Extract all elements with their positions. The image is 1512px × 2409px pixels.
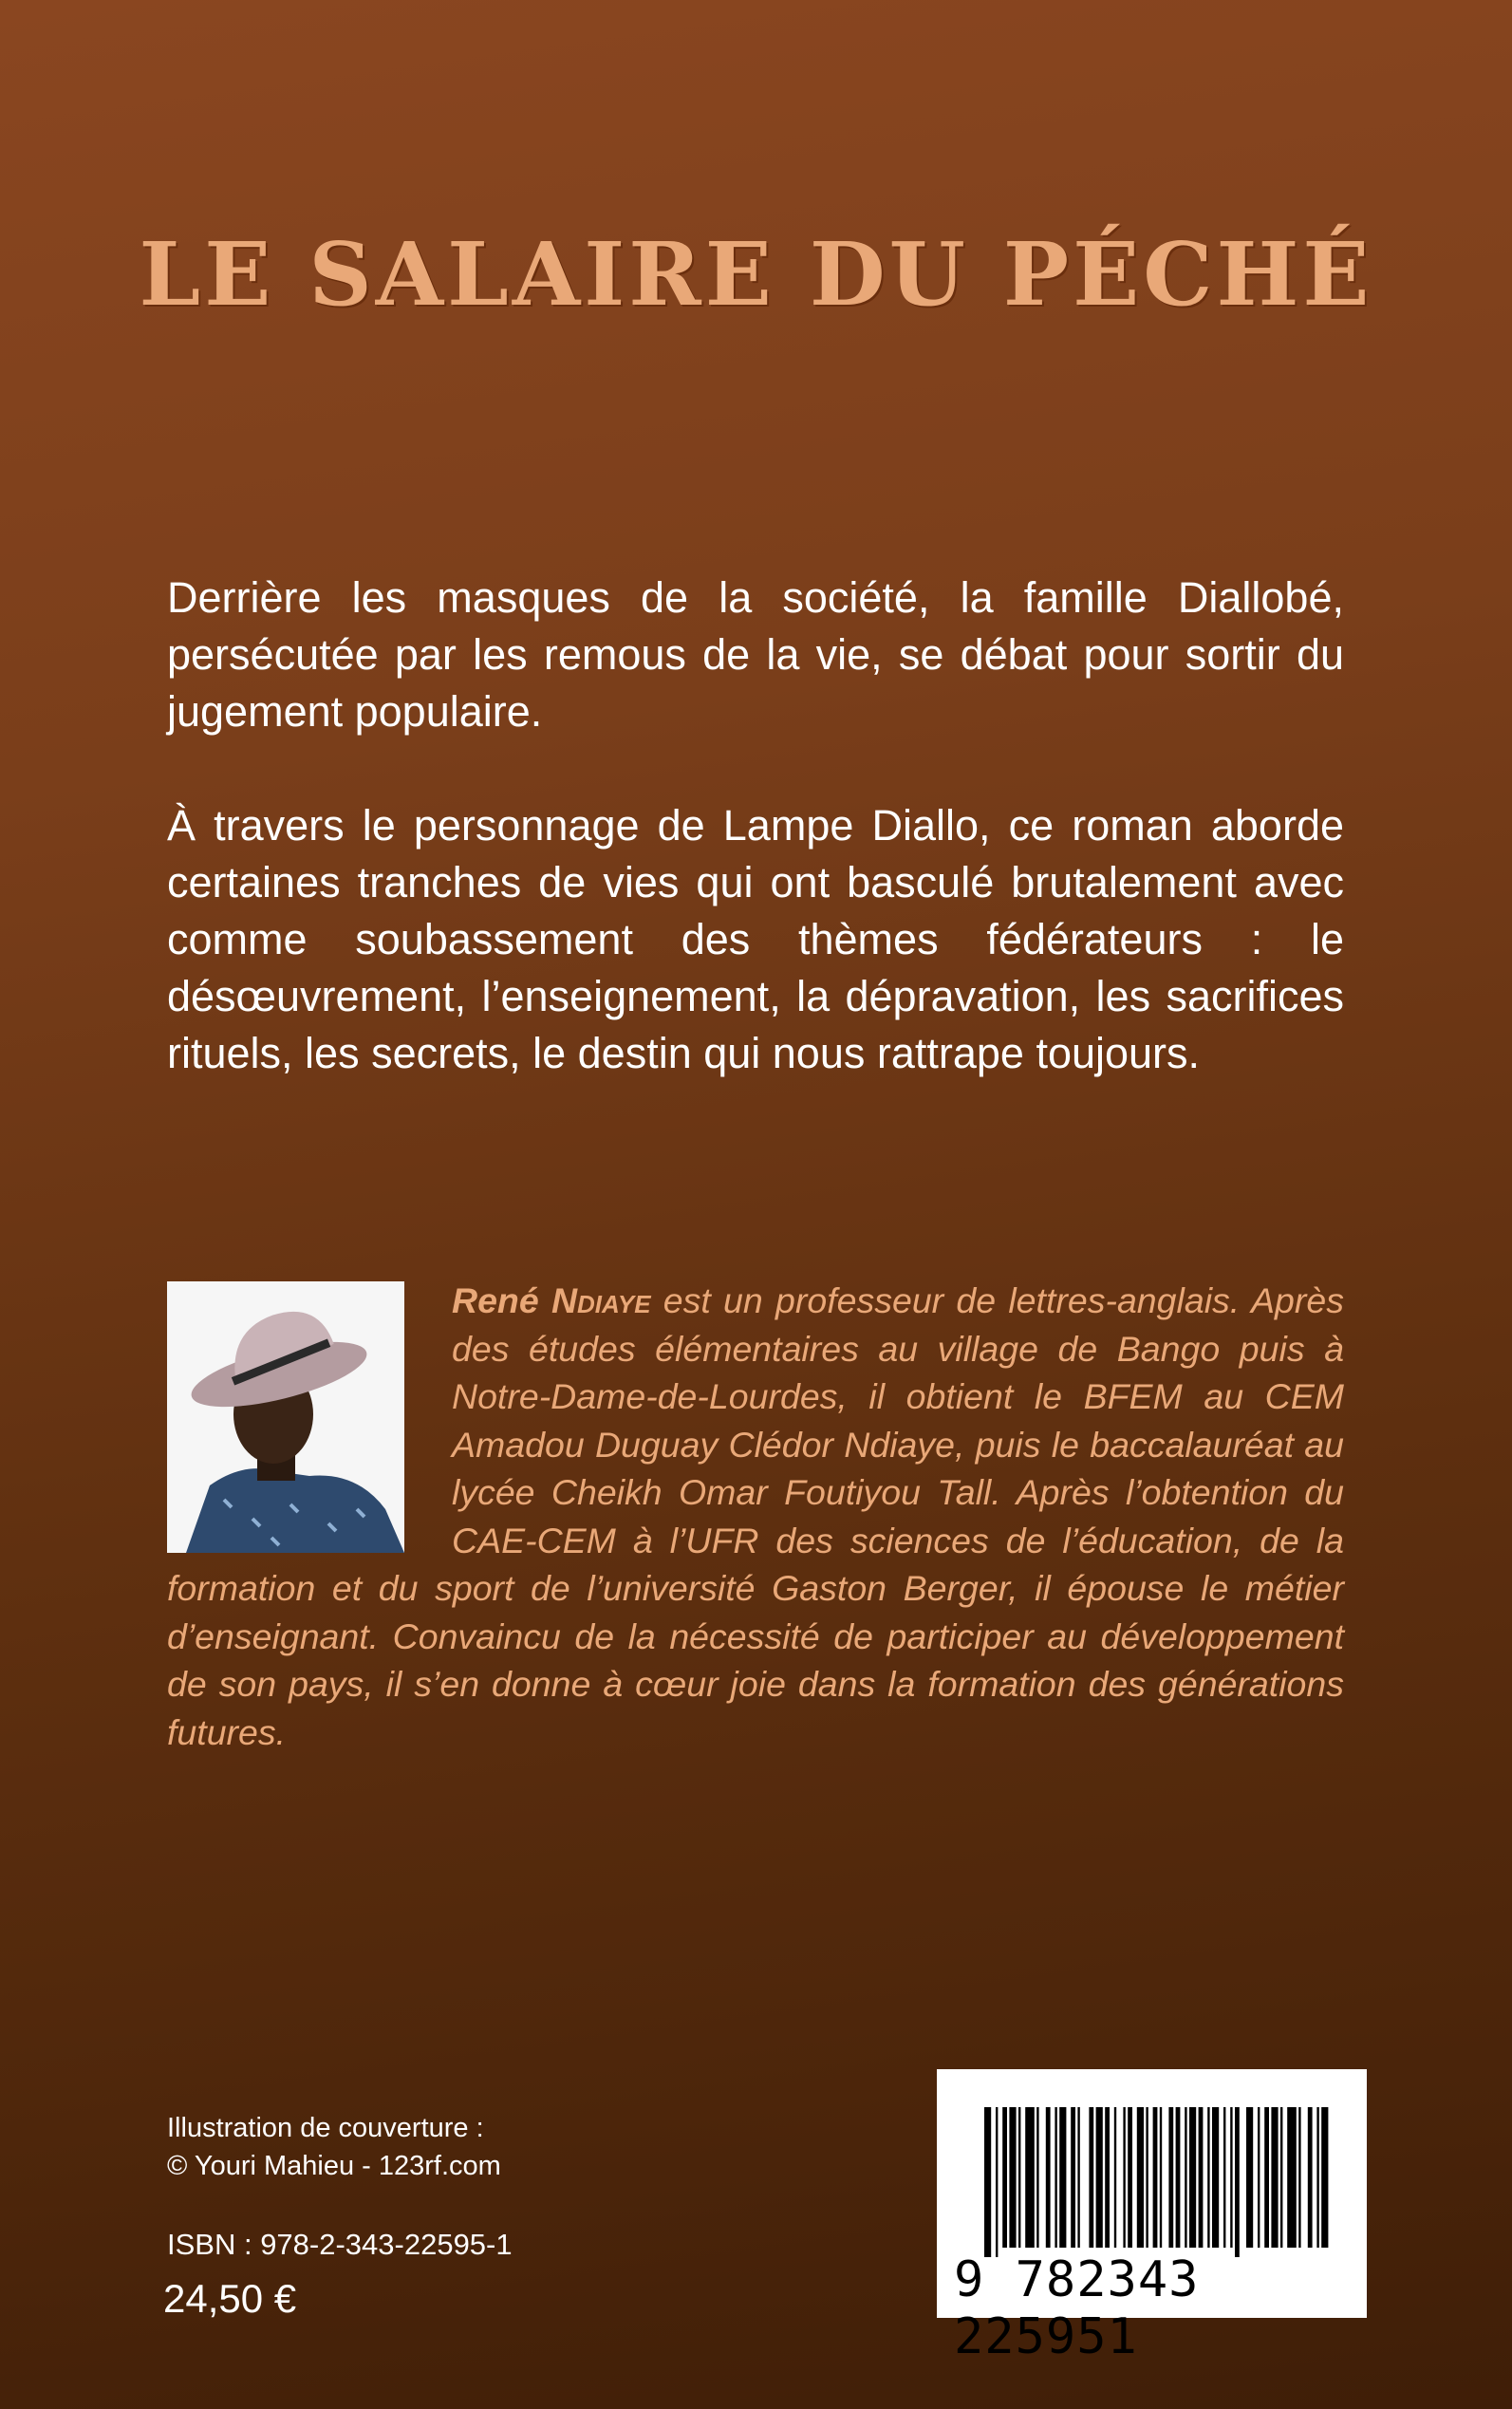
- barcode-bar: [1321, 2107, 1328, 2248]
- barcode-bar: [1055, 2107, 1056, 2248]
- summary-paragraph-1: Derrière les masques de la société, la famille Diallobé, persécutée par les remous de la vie, se débat pour sortir du jugement populaire.: [167, 573, 1344, 736]
- barcode-bar: [1199, 2107, 1204, 2248]
- barcode-bar: [996, 2107, 998, 2257]
- barcode-bar: [1258, 2107, 1260, 2248]
- barcode-bar: [1128, 2107, 1132, 2248]
- barcode-bar: [1185, 2107, 1186, 2248]
- barcode-bar: [1077, 2107, 1079, 2248]
- credits-line-1: Illustration de couverture :: [167, 2113, 484, 2143]
- barcode-bar: [1114, 2107, 1116, 2248]
- barcode-bar: [1096, 2107, 1103, 2248]
- credits-line-2: © Youri Mahieu - 123rf.com: [167, 2151, 501, 2181]
- barcode-digits: 9 782343 225951: [954, 2251, 1200, 2365]
- author-first-name: René: [452, 1280, 539, 1320]
- barcode-bar: [1246, 2107, 1253, 2248]
- author-last-name: Ndiaye: [551, 1280, 651, 1320]
- barcode-bar: [1036, 2107, 1038, 2248]
- barcode-bar: [1046, 2107, 1051, 2248]
- barcode-bar: [1002, 2107, 1007, 2248]
- barcode-bar: [1153, 2107, 1158, 2248]
- barcode-bar: [1146, 2107, 1148, 2248]
- barcode-bar: [1280, 2107, 1282, 2248]
- barcode-bar: [1071, 2107, 1075, 2248]
- barcode-bar: [984, 2107, 991, 2257]
- book-title: LE SALAIRE DU PÉCHÉ: [139, 223, 1373, 326]
- barcode-bar: [1189, 2107, 1196, 2248]
- barcode-bar: [1207, 2107, 1209, 2248]
- barcode-bar: [1223, 2107, 1225, 2248]
- barcode-bar: [1271, 2107, 1278, 2248]
- barcode-bar: [1059, 2107, 1066, 2248]
- barcode: [937, 2069, 1367, 2365]
- author-bio: [167, 1277, 1344, 1756]
- barcode-bar: [1287, 2107, 1297, 2248]
- barcode-bar: [1230, 2107, 1232, 2248]
- barcode-bar: [1105, 2107, 1110, 2248]
- barcode-bar: [1212, 2107, 1219, 2248]
- barcode-bar: [1018, 2107, 1020, 2248]
- isbn: ISBN : 978-2-343-22595-1: [167, 2228, 513, 2261]
- cover-credits: [167, 2109, 501, 2185]
- barcode-bar: [1160, 2107, 1162, 2248]
- barcode-icon: [937, 2069, 1367, 2259]
- barcode-bar: [1025, 2107, 1035, 2248]
- barcode-bar: [1308, 2107, 1313, 2248]
- author-name: [452, 1280, 651, 1320]
- author-bio-text: est un professeur de lettres-anglais. Après des études élémentaires au village de Bango puis à Notre-Dame-de-Lourdes, il obtient le BFEM au CEM Amadou Duguay Clédor Ndiaye, puis le baccalauréat au lycée Cheikh Omar Foutiyou Tall. Après l’obtention du CAE-CEM à l’UFR des sciences de l’éducation, de la formation et du sport de l’université Gaston Berger, il épouse le métier d’enseignant. Convaincu de la nécessité de participer au développement de son pays, il s’en donne à cœur joie dans la formation des générations futures.: [167, 1280, 1344, 1752]
- barcode-bar: [1264, 2107, 1269, 2248]
- barcode-bar: [1123, 2107, 1125, 2248]
- barcode-bar: [1168, 2107, 1173, 2248]
- barcode-bar: [1298, 2107, 1300, 2248]
- barcode-bar: [1235, 2107, 1240, 2257]
- photo-spacer: [167, 1277, 452, 1561]
- barcode-bar: [1176, 2107, 1181, 2248]
- barcode-bar: [1316, 2107, 1318, 2248]
- price: 24,50 €: [163, 2276, 297, 2321]
- barcode-bar: [1009, 2107, 1016, 2248]
- barcode-bar: [1137, 2107, 1144, 2248]
- summary-paragraph-2: À travers le personnage de Lampe Diallo, ce roman aborde certaines tranches de vies qui ont basculé brutalement avec comme soubassement des thèmes fédérateurs : le désœuvrement, l’enseignement, la dépravation, les sacrifices rituels, les secrets, le destin qui nous rattrape toujours.: [167, 801, 1344, 1077]
- barcode-bar: [1089, 2107, 1093, 2248]
